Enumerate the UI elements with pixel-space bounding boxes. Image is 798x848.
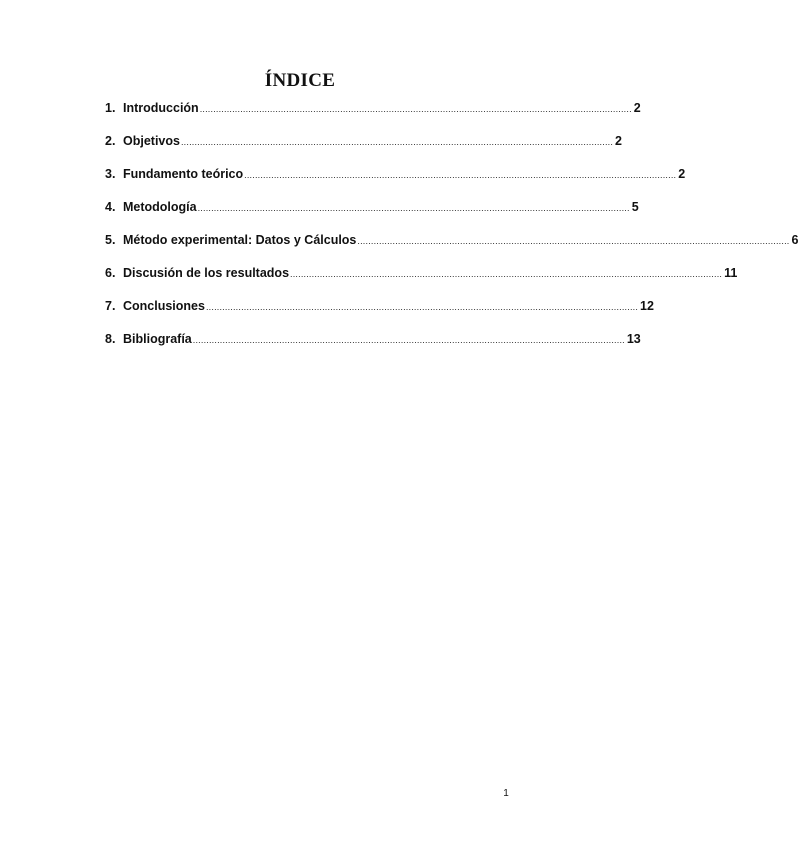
toc-entry-page: 13 (626, 332, 641, 346)
toc-entry-page: 5 (631, 200, 639, 214)
toc-entry-number: 6. (105, 266, 116, 280)
toc-entry-page: 2 (633, 101, 641, 115)
toc-entry-label: Objetivos (123, 134, 180, 148)
toc-entry-label: Conclusiones (123, 299, 205, 313)
toc-entry-metodo-experimental[interactable] (105, 233, 798, 266)
toc-entry-label: Introducción (123, 101, 199, 115)
toc-entry-label: Método experimental: Datos y Cálculos (123, 233, 357, 247)
toc-entry-page: 12 (640, 299, 654, 313)
toc-entry-label: Metodología (123, 200, 197, 214)
toc-heading: ÍNDICE (264, 70, 336, 91)
toc-entry-label: Discusión de los resultados (123, 266, 290, 280)
toc-entry-label: Bibliografía (123, 332, 192, 346)
toc-entry-page: 2 (678, 167, 686, 181)
toc-entry-fundamento-teorico[interactable] (105, 167, 686, 200)
toc-entry-number: 7. (105, 299, 116, 313)
toc-entry-number: 1. (105, 101, 116, 115)
dot-leader: ................................................................................................................................................................ (290, 269, 723, 279)
toc-entry-page: 11 (724, 266, 738, 280)
toc-entry-number: 8. (105, 332, 116, 346)
dot-leader: ................................................................................................................................................................ (197, 203, 630, 213)
toc-entry-number: 2. (105, 134, 116, 148)
dot-leader: ................................................................................................................................................................ (205, 302, 639, 312)
dot-leader: ................................................................................................................................................................ (192, 335, 625, 345)
toc-entry-discusion[interactable] (105, 266, 738, 299)
dot-leader: ................................................................................................................................................................ (357, 236, 790, 246)
toc-entry-number: 3. (105, 167, 116, 181)
toc-entry-number: 4. (105, 200, 116, 214)
toc-entry-metodologia[interactable] (105, 200, 639, 233)
footer-page-number: 1 (503, 788, 509, 799)
table-of-contents (105, 101, 798, 365)
toc-entry-page: 2 (615, 134, 622, 148)
toc-entry-bibliografia[interactable] (105, 332, 641, 365)
toc-entry-page: 6 (791, 233, 798, 247)
toc-entry-conclusiones[interactable] (105, 299, 654, 332)
toc-entry-number: 5. (105, 233, 116, 247)
toc-entry-introduccion[interactable] (105, 101, 641, 134)
dot-leader: ................................................................................................................................................................ (180, 137, 614, 147)
toc-entry-label: Fundamento teórico (123, 167, 244, 181)
dot-leader: ................................................................................................................................................................ (244, 170, 677, 180)
dot-leader: ................................................................................................................................................................ (199, 104, 632, 114)
toc-entry-objetivos[interactable] (105, 134, 622, 167)
